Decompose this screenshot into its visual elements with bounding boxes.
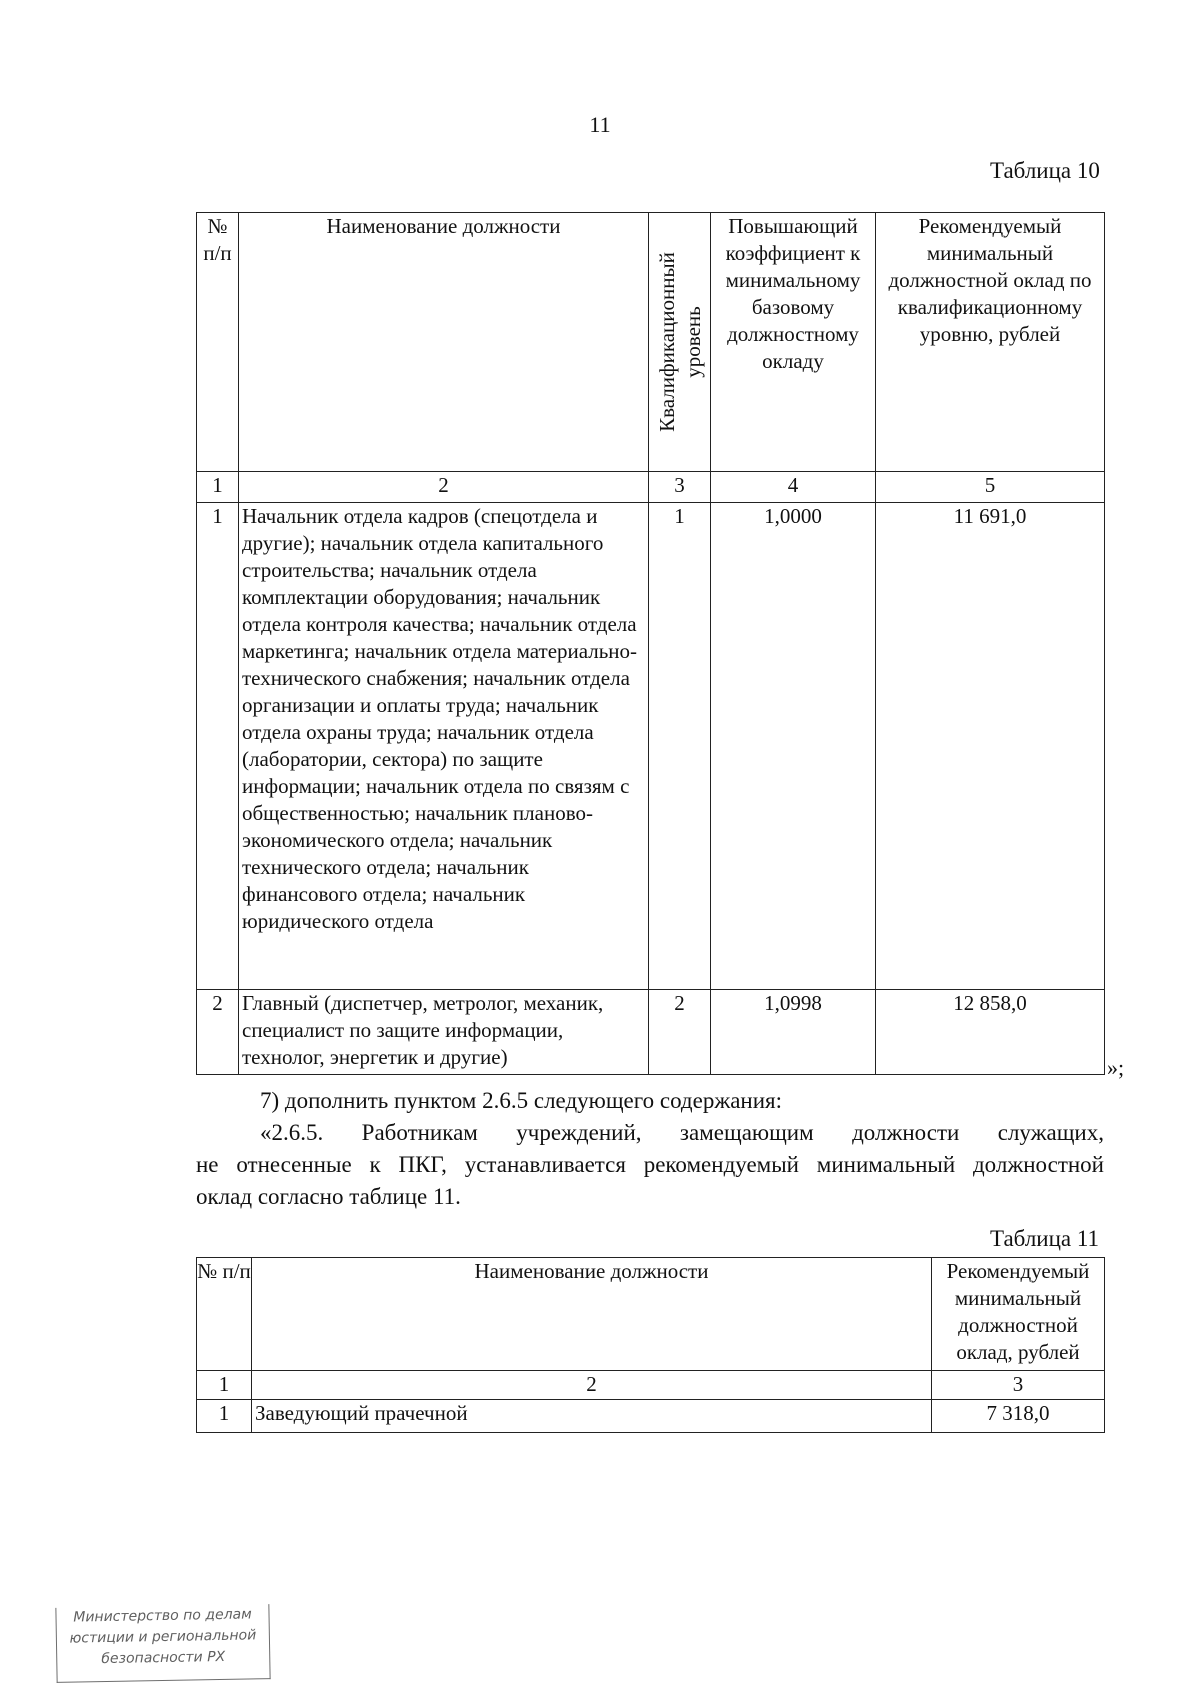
- table11-column-numbers: [197, 1371, 1105, 1400]
- table-row: [197, 990, 1105, 1075]
- table10-header-salary: Рекомендуемый минимальный должностной оклад по квалификационному уровню, рублей: [876, 213, 1105, 472]
- closing-quote: »;: [1107, 1055, 1125, 1080]
- row-salary: 12 858,0: [876, 990, 1105, 1075]
- row-position-name: Заведующий прачечной: [252, 1400, 932, 1433]
- table10-header-name: Наименование должности: [239, 213, 649, 472]
- stamp-line: безопасности РХ: [101, 1648, 226, 1668]
- table11-header-row: [197, 1258, 1105, 1371]
- row-num: 2: [197, 990, 239, 1075]
- stamp-line: Министерство по делам: [73, 1606, 252, 1626]
- row-coefficient: 1,0000: [711, 503, 876, 990]
- row-num: 1: [197, 503, 239, 990]
- paragraph-2-6-5-line3: оклад согласно таблице 11.: [196, 1184, 461, 1209]
- table11-colnum: 2: [252, 1371, 932, 1400]
- table11-colnum: 1: [197, 1371, 252, 1400]
- table11-header-name: Наименование должности: [252, 1258, 932, 1371]
- table10-label: Таблица 10: [990, 158, 1100, 183]
- table10-header-row: [197, 213, 1105, 472]
- table10-colnum: 1: [197, 472, 239, 503]
- table11: [196, 1257, 1105, 1433]
- table10-header-level-cell: [649, 213, 711, 472]
- row-level: 1: [649, 503, 711, 990]
- table10-colnum: 3: [649, 472, 711, 503]
- row-level: 2: [649, 990, 711, 1075]
- paragraph-2-6-5-line2: не отнесенные к ПКГ, устанавливается рекомендуемый минимальный должностной: [196, 1152, 1104, 1177]
- row-num: 1: [197, 1400, 252, 1433]
- table11-header-num: № п/п: [197, 1258, 252, 1371]
- table10-colnum: 4: [711, 472, 876, 503]
- table10-header-coef: Повышающий коэффициент к минимальному базовому должностному окладу: [711, 213, 876, 472]
- table11-header-salary: Рекомендуемый минимальный должностной оклад, рублей: [932, 1258, 1105, 1371]
- table10-header-level: Квалификационный уровень: [654, 252, 705, 432]
- table10-column-numbers: [197, 472, 1105, 503]
- table11-colnum: 3: [932, 1371, 1105, 1400]
- page-number: 11: [589, 112, 611, 137]
- paragraph-item-7: 7) дополнить пунктом 2.6.5 следующего содержания:: [260, 1088, 783, 1113]
- table10: [196, 212, 1105, 1075]
- table10-header-num: № п/п: [197, 213, 239, 472]
- table10-colnum: 5: [876, 472, 1105, 503]
- row-position-name: Главный (диспетчер, метролог, механик, специалист по защите информации, технолог, энергетик и другие): [239, 990, 649, 1075]
- table11-label: Таблица 11: [990, 1226, 1100, 1251]
- row-salary: 7 318,0: [932, 1400, 1105, 1433]
- row-salary: 11 691,0: [876, 503, 1105, 990]
- ministry-stamp: [55, 1604, 270, 1683]
- stamp-line: юстиции и региональной: [69, 1627, 257, 1647]
- row-position-name: Начальник отдела кадров (спецотдела и другие); начальник отдела капитального строительства; начальник отдела комплектации оборудования; начальник отдела контроля качества; начальник отдела маркетинга; начальник отдела материально-технического снабжения; начальник отдела организации и оплаты труда; начальник отдела охраны труда; начальник отдела (лаборатории, сектора) по защите информации; начальник отдела по связям с общественностью; начальник планово-экономического отдела; начальник технического отдела; начальник финансового отдела; начальник юридического отдела: [239, 503, 649, 990]
- table10-colnum: 2: [239, 472, 649, 503]
- paragraph-2-6-5-line1: «2.6.5. Работникам учреждений, замещающим должности служащих,: [260, 1120, 1104, 1145]
- table-row: [197, 1400, 1105, 1433]
- table-row: [197, 503, 1105, 990]
- row-coefficient: 1,0998: [711, 990, 876, 1075]
